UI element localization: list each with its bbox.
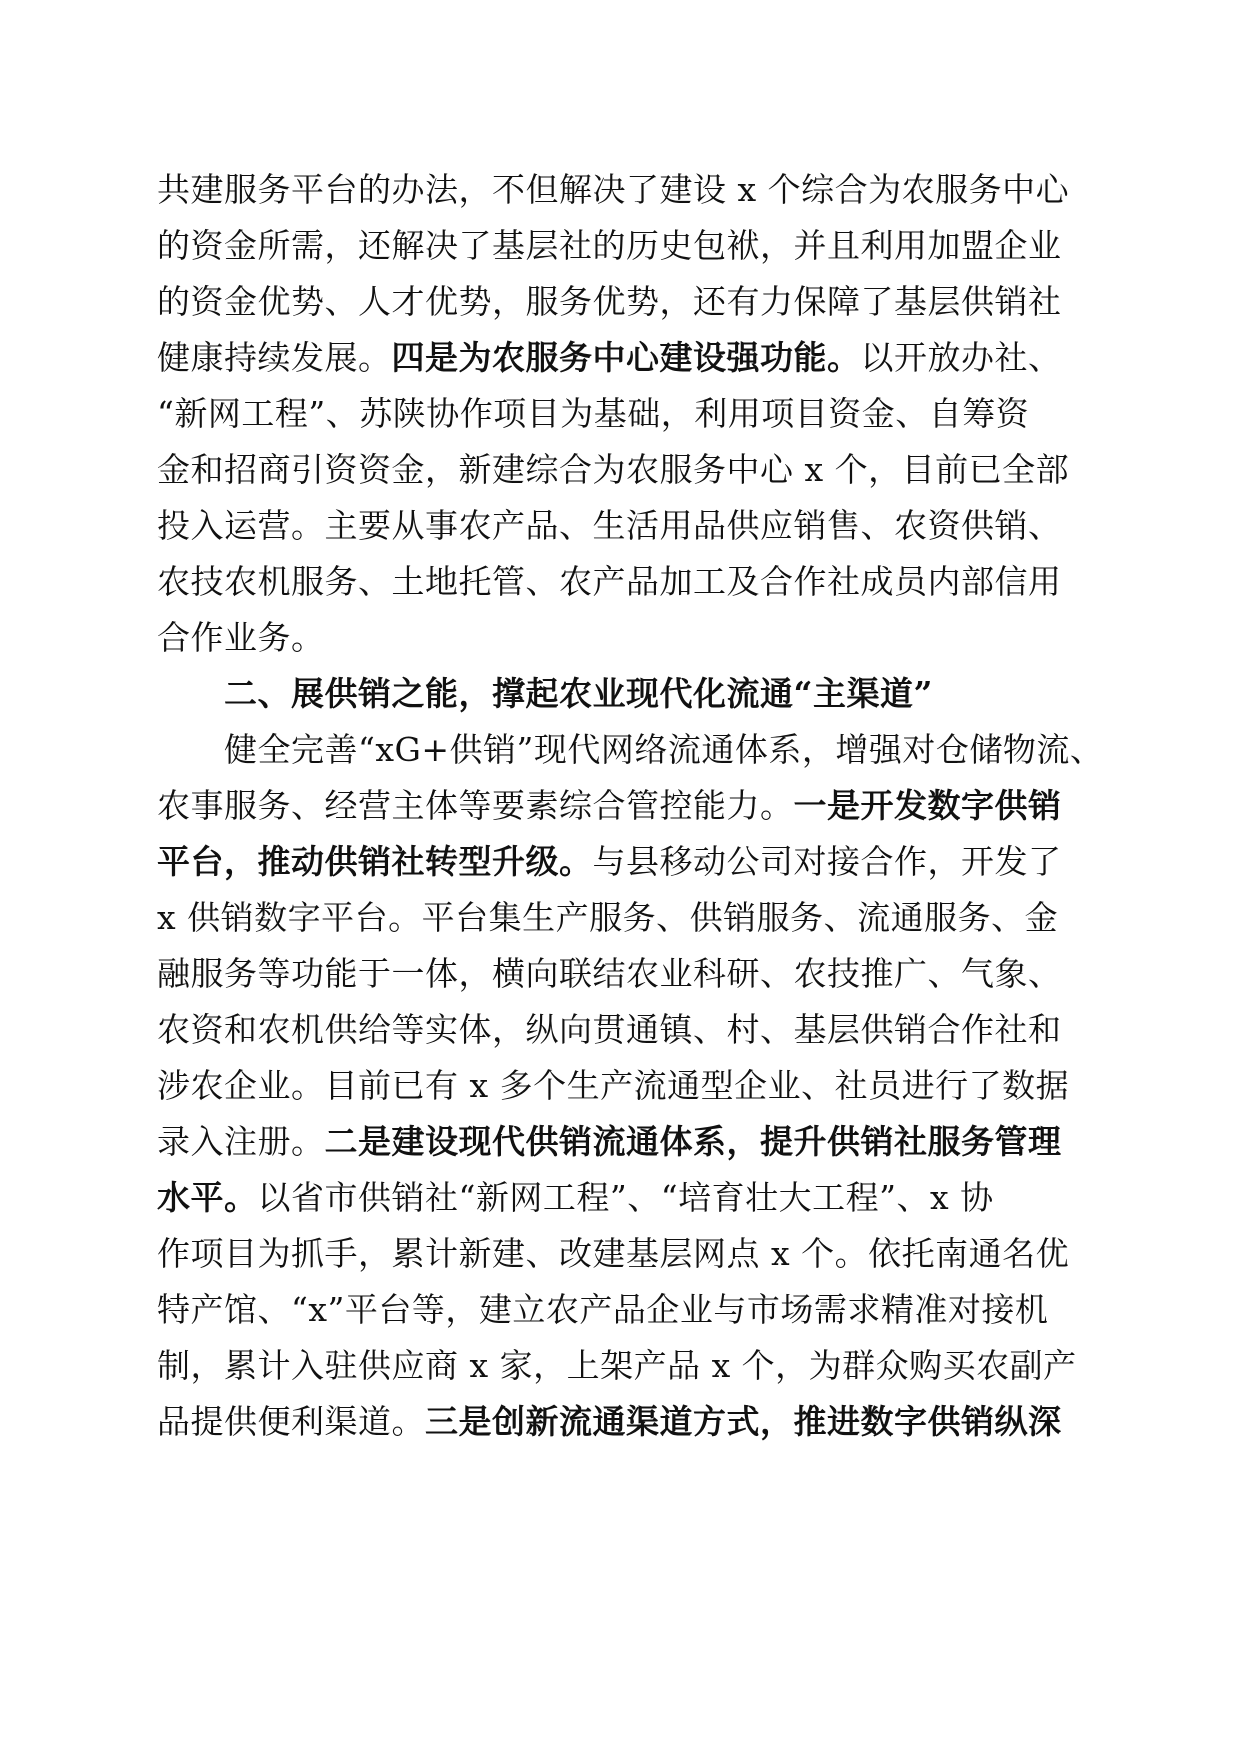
bold-heading-run: 二是建设现代供销流通体系，提升供销社服务管理	[324, 1122, 1062, 1161]
text-line: 水平。以省市供销社“新网工程”、“培育壮大工程”、x 协	[157, 1178, 994, 1217]
text-line: 的资金所需，还解决了基层社的历史包袱，并且利用加盟企业	[157, 226, 1062, 265]
text-line: 农资和农机供给等实体，纵向贯通镇、村、基层供销合作社和	[157, 1010, 1062, 1049]
text-line: 平台，推动供销社转型升级。与县移动公司对接合作，开发了	[157, 842, 1062, 881]
text-line: x 供销数字平台。平台集生产服务、供销服务、流通服务、金	[157, 898, 1059, 937]
text-line: 农技农机服务、土地托管、农产品加工及合作社成员内部信用	[157, 562, 1062, 601]
text-line: 共建服务平台的办法，不但解决了建设 x 个综合为农服务中心	[157, 170, 1070, 209]
text-line: 融服务等功能于一体，横向联结农业科研、农技推广、气象、	[157, 954, 1062, 993]
text-line: 合作业务。	[157, 618, 325, 657]
section-heading: 二、展供销之能，撑起农业现代化流通“主渠道”	[157, 674, 933, 713]
text-line: 特产馆、“x”平台等，建立农产品企业与市场需求精准对接机	[157, 1290, 1049, 1329]
text-line: “新网工程”、苏陕协作项目为基础，利用项目资金、自筹资	[157, 394, 1030, 433]
text-line: 涉农企业。目前已有 x 多个生产流通型企业、社员进行了数据	[157, 1066, 1070, 1105]
bold-heading-run: 一是开发数字供销	[793, 786, 1062, 825]
bold-heading-run: 平台，推动供销社转型升级。	[157, 842, 593, 881]
bold-heading-run: 四是为农服务中心建设强功能。	[391, 338, 861, 377]
text-line: 录入注册。二是建设现代供销流通体系，提升供销社服务管理	[157, 1122, 1062, 1161]
text-line: 健康持续发展。四是为农服务中心建设强功能。以开放办社、	[157, 338, 1062, 377]
text-line: 健全完善“xG+供销”现代网络流通体系，增强对仓储物流、	[157, 730, 1104, 769]
text-line: 作项目为抓手，累计新建、改建基层网点 x 个。依托南通名优	[157, 1234, 1070, 1273]
text-line: 金和招商引资资金，新建综合为农服务中心 x 个，目前已全部	[157, 450, 1070, 489]
text-line: 品提供便利渠道。三是创新流通渠道方式，推进数字供销纵深	[157, 1402, 1062, 1441]
bold-heading-run: 水平。	[157, 1178, 258, 1217]
text-line: 的资金优势、人才优势，服务优势，还有力保障了基层供销社	[157, 282, 1062, 321]
text-line: 制，累计入驻供应商 x 家，上架产品 x 个，为群众购买农副产	[157, 1346, 1077, 1385]
bold-heading-run: 三是创新流通渠道方式，推进数字供销纵深	[425, 1402, 1062, 1441]
text-line: 农事服务、经营主体等要素综合管控能力。一是开发数字供销	[157, 786, 1062, 825]
text-line: 投入运营。主要从事农产品、生活用品供应销售、农资供销、	[157, 506, 1062, 545]
